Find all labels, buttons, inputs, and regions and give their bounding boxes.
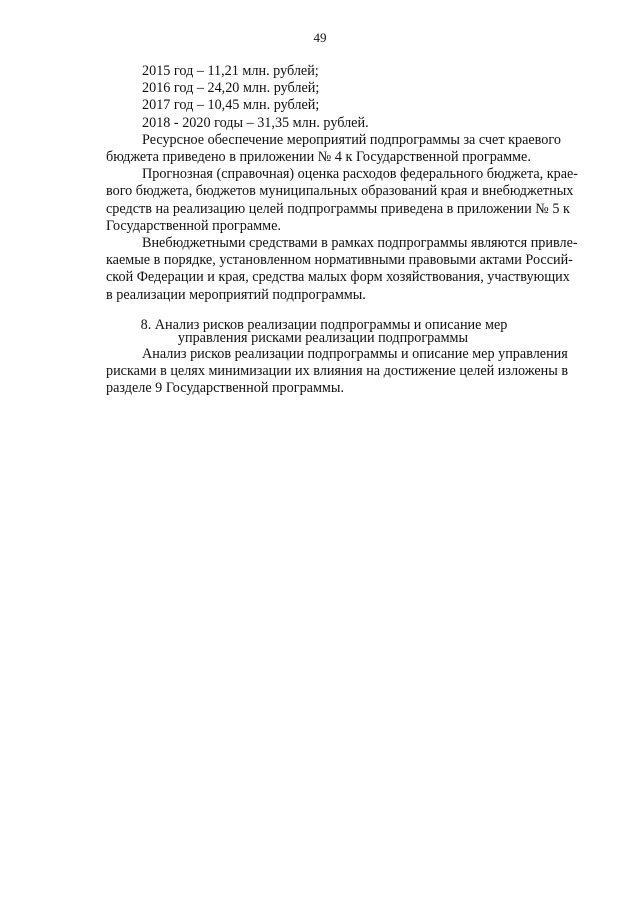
paragraph-extrabudgetary-funds xyxy=(106,235,578,304)
page-number: 49 xyxy=(313,30,327,45)
paragraph-line: Прогнозная (справочная) оценка расходов федерального бюджета, крае- xyxy=(142,166,579,183)
funding-years-2018-2020: 2018 - 2020 годы – 31,35 млн. рублей. xyxy=(142,114,369,131)
paragraph-line: Анализ рисков реализации подпрограммы и описание мер управления xyxy=(142,346,568,363)
paragraph-forecast-estimate xyxy=(106,166,579,235)
paragraph-line: вого бюджета, бюджетов муниципальных образований края и внебюджетных xyxy=(106,183,574,200)
section-heading-line: 8. Анализ рисков реализации подпрограммы и описание мер xyxy=(140,316,508,333)
paragraph-line: разделе 9 Государственной программы. xyxy=(106,380,344,397)
paragraph-line: средств на реализацию целей подпрограммы приведена в приложении № 5 к xyxy=(106,200,570,217)
document-body xyxy=(106,63,579,398)
paragraph-line: рисками в целях минимизации их влияния на достижение целей изложены в xyxy=(106,363,569,380)
paragraph-line: Государственной программе. xyxy=(106,217,281,234)
paragraph-line: каемые в порядке, установленном нормативными правовыми актами Россий- xyxy=(106,252,573,269)
paragraph-line: Внебюджетными средствами в рамках подпрограммы являются привле- xyxy=(142,235,578,252)
funding-year-2017: 2017 год – 10,45 млн. рублей; xyxy=(142,97,320,114)
funding-year-2016: 2016 год – 24,20 млн. рублей; xyxy=(142,80,320,97)
funding-years-list xyxy=(106,63,540,132)
paragraph-line: в реализации мероприятий подпрограммы. xyxy=(106,286,366,303)
paragraph-line: ской Федерации и края, средства малых форм хозяйствования, участвующих xyxy=(106,269,570,286)
paragraph-resource-provision xyxy=(106,131,561,166)
paragraph-line: Ресурсное обеспечение мероприятий подпрограммы за счет краевого xyxy=(142,131,561,148)
paragraph-line: бюджета приведено в приложении № 4 к Государственной программе. xyxy=(106,149,531,166)
section-heading-line: управления рисками реализации подпрограммы xyxy=(177,330,469,347)
section-heading xyxy=(106,316,540,347)
paragraph-risk-analysis xyxy=(106,346,569,398)
funding-year-2015: 2015 год – 11,21 млн. рублей; xyxy=(142,63,319,79)
